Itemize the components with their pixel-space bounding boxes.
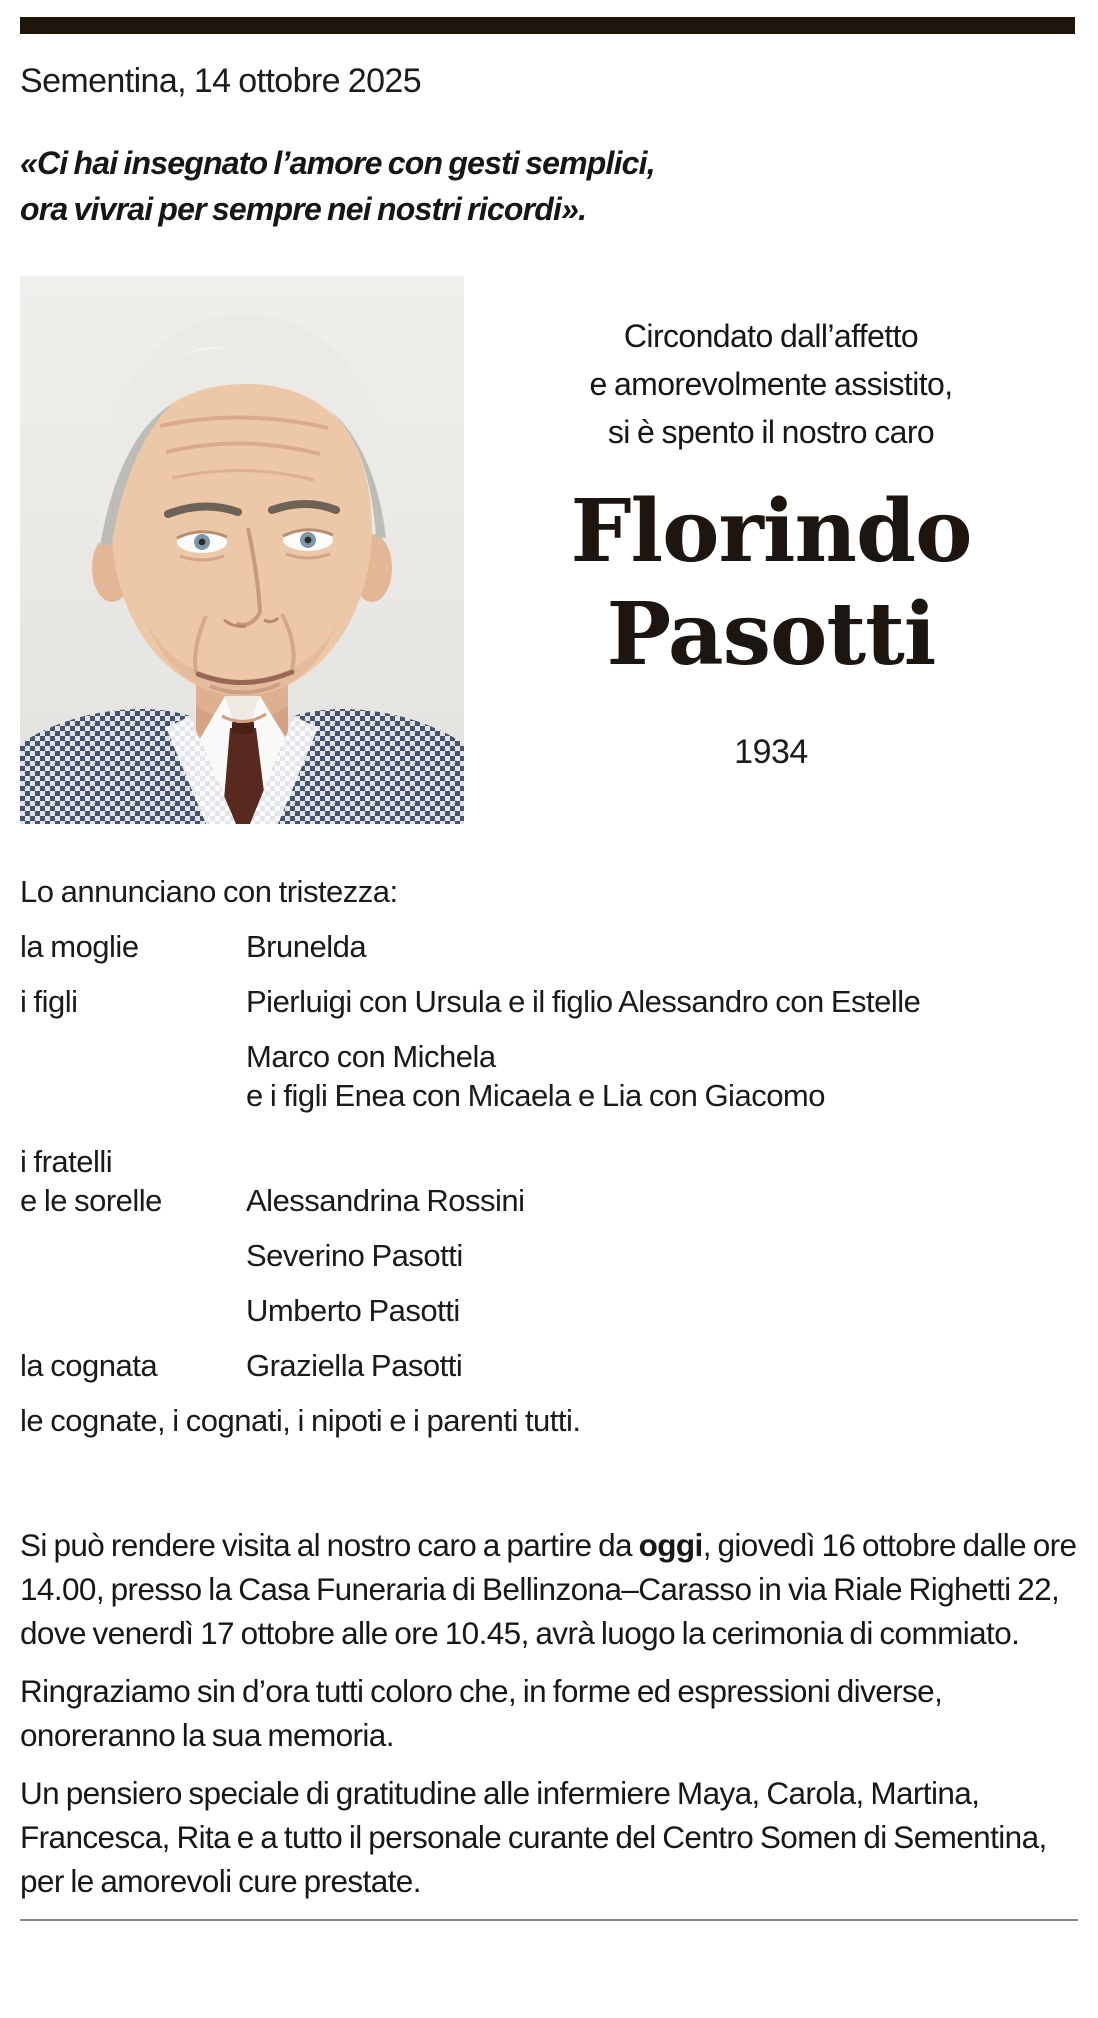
family-row-value: Marco con Michela xyxy=(246,1039,496,1074)
announcement-heading: Lo annunciano con tristezza: xyxy=(20,874,398,909)
family-row-siblings-label xyxy=(20,1144,1078,1180)
visit-text-before: Si può rendere visita al nostro caro a partire da xyxy=(20,1527,639,1563)
portrait-photo xyxy=(20,276,464,824)
family-closing-line: le cognate, i cognati, i nipoti e i parenti tutti. xyxy=(20,1403,581,1438)
family-row-label xyxy=(20,1039,246,1075)
family-row-children-2 xyxy=(20,1039,1078,1075)
family-row-label: i figli xyxy=(20,984,78,1019)
visit-text-after: , giovedì 16 ottobre dalle ore 14.00, presso la Casa Funeraria di Bellinzona–Carasso in via Riale Righetti 22, dove venerdì 17 ottobre alle ore 10.45, avrà luogo la cerimonia di commiato. xyxy=(20,1527,1077,1651)
family-row-children xyxy=(20,984,1078,1020)
family-row-label: la cognata xyxy=(20,1348,158,1383)
bottom-divider xyxy=(20,1919,1078,1921)
family-row-value: Graziella Pasotti xyxy=(246,1348,463,1383)
family-row-sister-in-law xyxy=(20,1348,1078,1384)
family-row-label xyxy=(20,1078,246,1114)
announcement-right-column xyxy=(464,276,1078,824)
special-thanks-paragraph: Un pensiero speciale di gratitudine alle infermiere Maya, Carola, Martina, Francesca, Rita e a tutto il personale curante del Centro Somen di Sementina, per le amorevoli cure prestate. xyxy=(20,1775,1047,1899)
family-row-children-3 xyxy=(20,1078,1078,1114)
family-row-value: Pierluigi con Ursula e il figlio Alessandro con Estelle xyxy=(246,984,921,1019)
deceased-first-name: Florindo xyxy=(570,481,972,582)
memorial-quote xyxy=(20,140,1078,232)
family-row-label: i fratelli xyxy=(20,1144,113,1179)
family-row-siblings xyxy=(20,1183,1078,1219)
family-row-siblings-3 xyxy=(20,1293,1078,1329)
family-row-label: e le sorelle xyxy=(20,1183,162,1218)
thanks-paragraph: Ringraziamo sin d’ora tutti coloro che, in forme ed espressioni diverse, onoreranno la sua memoria. xyxy=(20,1673,943,1753)
intro-text xyxy=(589,312,952,456)
obituary-page xyxy=(20,17,1078,1921)
family-row-value: Severino Pasotti xyxy=(246,1238,463,1273)
family-row-value: Brunelda xyxy=(246,929,367,964)
quote-line-2: ora vivrai per sempre nei nostri ricordi». xyxy=(20,191,587,227)
family-row-value: Umberto Pasotti xyxy=(246,1293,460,1328)
visit-paragraph xyxy=(20,1523,1078,1655)
family-row-value xyxy=(246,1144,1078,1180)
family-row-label xyxy=(20,1293,246,1329)
intro-line-3: si è spento il nostro caro xyxy=(607,414,935,450)
intro-line-2: e amorevolmente assistito, xyxy=(589,366,953,402)
family-row-value: Alessandrina Rossini xyxy=(246,1183,525,1218)
family-row-siblings-2 xyxy=(20,1238,1078,1274)
quote-line-1: «Ci hai insegnato l’amore con gesti semplici, xyxy=(20,145,655,181)
deceased-name xyxy=(570,480,971,686)
date-line: Sementina, 14 ottobre 2025 xyxy=(20,62,422,100)
masthead-bar xyxy=(20,17,1075,34)
family-row-value: e i figli Enea con Micaela e Lia con Giacomo xyxy=(246,1078,825,1113)
family-row-label xyxy=(20,1238,246,1274)
main-row xyxy=(20,276,1078,824)
deceased-last-name: Pasotti xyxy=(606,584,936,685)
intro-line-1: Circondato dall’affetto xyxy=(623,318,919,354)
visit-text-bold: oggi xyxy=(638,1527,703,1563)
family-row-wife xyxy=(20,929,1078,965)
birth-year: 1934 xyxy=(734,733,808,771)
family-row-label: la moglie xyxy=(20,929,139,964)
portrait-illustration xyxy=(20,276,464,824)
